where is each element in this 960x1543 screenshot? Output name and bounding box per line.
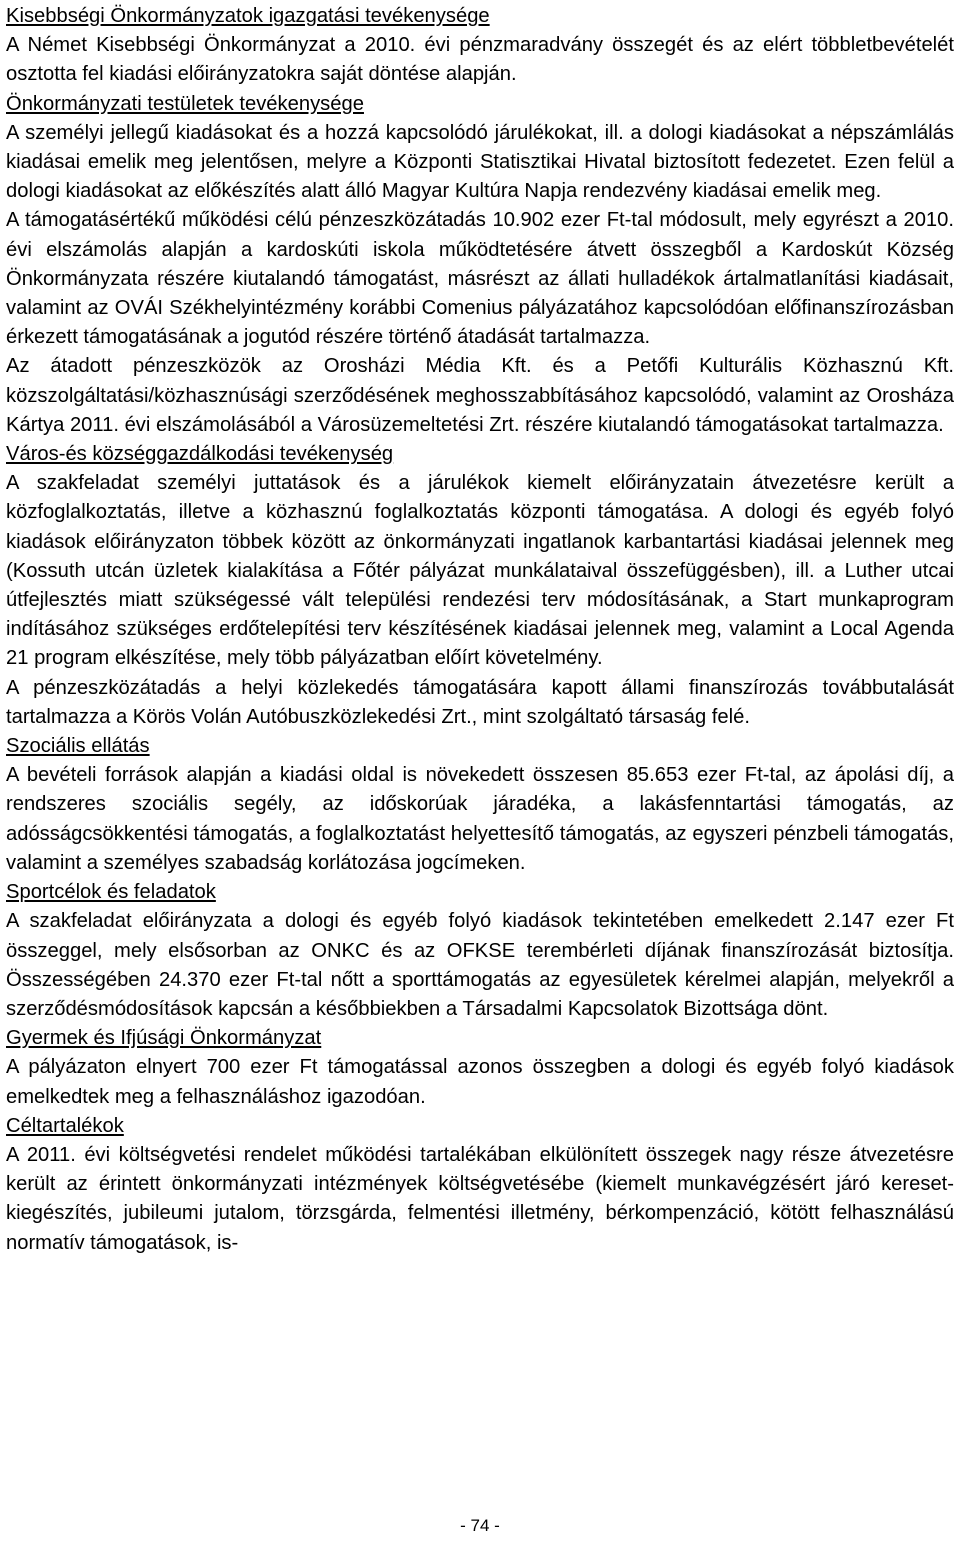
paragraph: A szakfeladat személyi juttatások és a járulékok kiemelt előirányzatain átvezetésre került a közfoglalkoztatás, illetve a közhasznú foglalkoztatás központi támogatása. A dologi és egyéb folyó kiadások előirányzaton többek között az önkormányzati ingatlanok karbantartási kiadásai jelennek meg (Kossuth utcán üzletek kialakítása a Főtér pályázat munkálataival összefüggésben), ill. a Luther utcai útfejlesztés miatt szükségessé vált települési rendezési terv módosításának, a Start munkaprogram indításához szükséges erdőtelepítési terv készítésének kiadásai jelennek meg, valamint a Local Agenda 21 program elkészítése, mely több pályázatban előírt követelmény. [6, 472, 954, 670]
section-heading: Gyermek és Ifjúsági Önkormányzat [6, 1027, 322, 1050]
section-heading: Önkormányzati testületek tevékenysége [6, 92, 364, 115]
paragraph: A szakfeladat előirányzata a dologi és egyéb folyó kiadások tekintetében emelkedett 2.147 ezer Ft összeggel, mely elsősorban az ONKC és az OFKSE terembérleti díjának finanszírozását biztosítja. Összességében 24.370 ezer Ft-tal nőtt a sporttámogatás az egyesületek kérelmei alapján, melyekről a szerződésmódosítások kapcsán a későbbiekben a Társadalmi Kapcsolatok Bizottsága dönt. [6, 910, 954, 1020]
section-onkormanyzati-testuletek [6, 90, 954, 440]
section-gyermek-es-ifjusagi [6, 1024, 954, 1112]
section-heading: Kisebbségi Önkormányzatok igazgatási tevékenysége [6, 5, 490, 27]
paragraph: A 2011. évi költségvetési rendelet működési tartalékában elkülönített összegek nagy része átvezetésre került az érintett önkormányzati intézmények költségvetésébe (kiemelt munkavégzésért járó kereset-kiegészítés, jubileumi jutalom, törzsgárda, felmentési illetmény, bérkompenzáció, kötött felhasználású normatív támogatások, is- [6, 1143, 954, 1254]
paragraph: A személyi jellegű kiadásokat és a hozzá kapcsolódó járulékokat, ill. a dologi kiadásokat a népszámlálás kiadásai emelik meg jelentősen, melyre a Központi Statisztikai Hivatal biztosított fedezetet. Ezen felül a dologi kiadásokat az előkészítés alatt álló Magyar Kultúra Napja rendezvény kiadásai emelik meg. [6, 121, 954, 203]
paragraph: A pénzeszközátadás a helyi közlekedés támogatására kapott állami finanszírozás továbbutalását tartalmazza a Körös Volán Autóbuszközlekedési Zrt., mint szolgáltató társaság felé. [6, 676, 954, 728]
paragraph: A bevételi források alapján a kiadási oldal is növekedett összesen 85.653 ezer Ft-tal, az ápolási díj, a rendszeres szociális segély, az időskorúak járadéka, a lakásfenntartási támogatás, az adósságcsökkentési támogatás, a foglalkoztatást helyettesítő támogatás, az egyszeri pénzbeli támogatás, valamint a személyes szabadság korlátozása jogcímeken. [6, 764, 954, 874]
section-kisebbsegi-onkormanyzatok [6, 2, 954, 90]
section-heading: Város-és községgazdálkodási tevékenység [6, 443, 394, 466]
section-varos-es-kozseggazdalkodas [6, 440, 954, 732]
section-heading: Sportcélok és feladatok [6, 881, 216, 904]
page-number: - 74 - [460, 1516, 500, 1535]
section-sportcelok [6, 878, 954, 1024]
section-celtartalekok [6, 1112, 954, 1258]
section-heading: Szociális ellátás [6, 735, 150, 758]
section-szocialis-ellatas [6, 732, 954, 878]
paragraph: A pályázaton elnyert 700 ezer Ft támogatással azonos összegben a dologi és egyéb folyó kiadások emelkedtek meg a felhasználáshoz igazodóan. [6, 1056, 954, 1108]
paragraph: A támogatásértékű működési célú pénzeszközátadás 10.902 ezer Ft-tal módosult, mely egyrészt a 2010. évi elszámolás alapján a kardoskúti iskola működtetésére átvett összegből a Kardoskút Község Önkormányzata részére kiutalandó támogatást, másrészt az állati hulladékok ártalmatlanítási kiadásait, valamint az OVÁI Székhelyintézmény korábbi Comenius pályázatához kapcsolódóan előfinanszírozásban érkezett támogatásának a jogutód részére történő átadását tartalmazza. [6, 209, 954, 349]
section-heading: Céltartalékok [6, 1114, 124, 1137]
paragraph: A Német Kisebbségi Önkormányzat a 2010. évi pénzmaradvány összegét és az elért többletbevételét osztotta fel kiadási előirányzatokra saját döntése alapján. [6, 34, 954, 86]
paragraph: Az átadott pénzeszközök az Orosházi Média Kft. és a Petőfi Kulturális Közhasznú Kft. közszolgáltatási/közhasznúsági szerződésének meghosszabbításához kapcsolódó, valamint az Orosháza Kártya 2011. évi elszámolásából a Városüzemeltetési Zrt. részére kiutalandó támogatásokat tartalmazza. [6, 355, 954, 436]
